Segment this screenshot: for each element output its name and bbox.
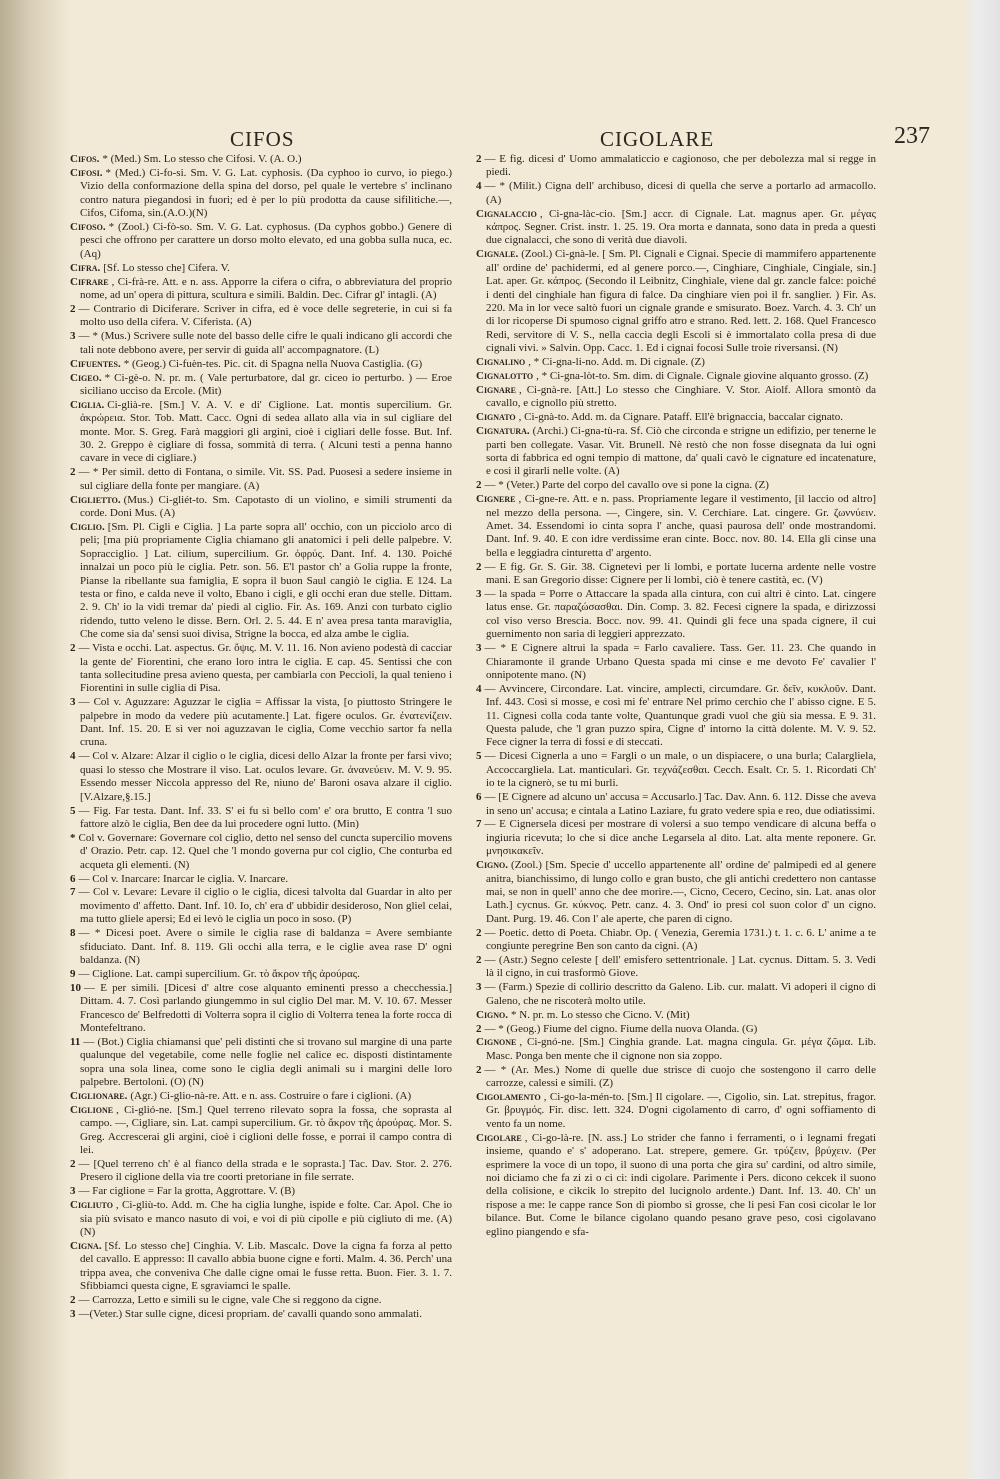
entry-text: , Ci-gliù-to. Add. m. Che ha ciglia lunghe, ispide e folte. Car. Apol. Che io sia più svisato e manco nasuto di voi, e voi di più cipolle e più cigliuto di me. (A) (N) xyxy=(80,1199,452,1239)
entry-text: * (Med.) Ci-fo-si. Sm. V. G. Lat. cyphosis. (Da cyphoo io curvo, io piego.) Vizio della conformazione della spina del dorso, pel quale le vertebre s' inclinano contro natura piegandosi in fuori; ed è per lo più prodotta da cause sifilitiche.—, Cifos, Cifoma, sin.(A.O.)(N) xyxy=(80,166,452,220)
entry-headword: 2 xyxy=(476,926,482,939)
dictionary-entry xyxy=(70,1036,452,1090)
entry-text: — Ciglione. Lat. campi supercilium. Gr. τὸ ἄκρον τῆς ἀρούρας. xyxy=(78,967,360,980)
entry-text: — Avvincere, Circondare. Lat. vincire, amplecti, circumdare. Gr. δεῖν, κυκλοῦν. Dant. Inf. 443. Così si mosse, e così mi fe' entrare Nel primo cerchio che l' abisso cigne. E 5. 11. Cignesi colla coda tante volte, Quantunque gradi vuol che giù sia messa. E 9. 31. Questa palude, che 'l gran puzzo spira, Cigne d' intorno la città dolente. M. V. 9. 52. Fece cigner la terra di fossi e di steccati. xyxy=(484,682,876,749)
entry-text: — * E Cignere altrui la spada = Farlo cavaliere. Tass. Ger. 11. 23. Che quando in Chiaramonte il grande Urbano Questa spada mi cinse e me devoto Fe' cavalier l' onnipotente mano. (N) xyxy=(484,642,876,681)
entry-text: — Col v. Aguzzare: Aguzzar le ciglia = Affissar la vista, [o piuttosto Stringere le palpebre in modo da vedere più acutamente.] Lat. figere oculos. Gr. ἐνατενίζειν. Dant. Inf. 15. 20. E sì ver noi aguzzavan le ciglia, Come vecchio sartor fa nella cruna. xyxy=(78,696,452,749)
entry-headword: Cignato xyxy=(476,411,516,424)
dictionary-entry xyxy=(476,153,876,180)
entry-headword: 10 xyxy=(70,981,81,994)
dictionary-entry xyxy=(476,208,876,248)
dictionary-entry xyxy=(70,399,452,466)
dictionary-entry xyxy=(476,588,876,642)
entry-headword: Cigno. xyxy=(476,859,509,872)
entry-headword: Cignatura. xyxy=(476,425,530,438)
entry-text: — E per simili. [Dicesi d' altre cose alquanto eminenti presso a checchessia.] Dittam. 4. 7. Così parlando giungemmo in sul ciglio Del mar. M. V. 10. 67. Messer Francesco de' Belfredotti di Volterra sopra il ciglio di Volterra tenea la forte rocca di Montefeltrano. xyxy=(80,981,452,1034)
entry-text: — (Bot.) Ciglia chiamansi que' peli distinti che si trovano sul margine di una parte qualunque del vegetabile, come nelle foglie nel calice ec. disposti distintamente sopra una sola linea, come sono le ciglia degli animali su i margini delle loro palpebre. Bertoloni. (O) (N) xyxy=(80,1035,452,1089)
entry-text: Ci-glià-re. [Sm.] V. A. V. e di' Ciglione. Lat. montis supercilium. Gr. ἀκρώρεια. Stor. Tob. Matt. Cacc. Ogni di sedea allato alla via in sul cigliare del monte. Mor. S. Greg. Farà maggiori gli argini, cioè i cigliari delle fosse. But. Inf. 30. 2. Greppo è cigliare di fossa, sommità di terra. ( Alcuni testi a penna hanno cavare in vece di cigliare.) xyxy=(80,398,452,465)
entry-headword: 11 xyxy=(70,1035,81,1048)
entry-text: — Fig. Far testa. Dant. Inf. 33. S' ei fu sì bello com' e' ora brutto, E contra 'l suo fattore alzò le ciglia, Ben dee da lui procedere ogni lutto. (Min) xyxy=(78,804,452,830)
dictionary-entry xyxy=(476,818,876,858)
entry-headword: 2 xyxy=(476,1063,482,1076)
entry-headword: 5 xyxy=(70,804,76,817)
entry-headword: Cifos. xyxy=(70,153,100,165)
entry-text: , Ci-frà-re. Att. e n. ass. Apporre la cifera o cifra, o abbreviatura del proprio nome, ad un' opera di pittura, scultura e simili. Baldin. Dec. Cifrar gl' intagli. (A) xyxy=(80,275,452,302)
entry-text: — * (Mus.) Scrivere sulle note del basso delle cifre le quali indicano gli accordi che tali note debbono avere, per servir di guida all' accompagnatore. (L) xyxy=(78,330,452,356)
entry-headword: Cigolare xyxy=(476,1131,522,1144)
entry-text: , Ci-gnó-ne. [Sm.] Cinghia grande. Lat. magna cingula. Gr. μέγα ζῶμα. Lib. Masc. Ponga ben mente che il cignone non sia zoppo. xyxy=(486,1036,876,1062)
entry-headword: Cignale. xyxy=(476,248,519,261)
entry-text: — [E Cignere ad alcuno un' accusa = Accusarlo.] Tac. Dav. Ann. 6. 112. Disse che aveva in seno un' accusa; e cintala a Latino Laziare, fu grato vedere spia e reo, due odiatissimi. xyxy=(484,791,876,817)
dictionary-entry xyxy=(70,221,452,261)
dictionary-entry xyxy=(70,153,452,166)
dictionary-entry xyxy=(70,494,452,521)
entry-headword: 3 xyxy=(70,1308,76,1321)
dictionary-entry xyxy=(70,968,452,981)
entry-headword: 3 xyxy=(70,1185,76,1198)
dictionary-entry xyxy=(70,1199,452,1239)
entry-text: (Mus.) Ci-gliét-to. Sm. Capotasto di un violino, e simili strumenti da corde. Doni Mus. (A) xyxy=(80,493,452,520)
entry-headword: 2 xyxy=(476,560,482,573)
dictionary-entry xyxy=(70,303,452,330)
entry-headword: Ciglione xyxy=(70,1103,114,1116)
entry-text: — (Farm.) Spezie di collirio descritto da Galeno. Lib. cur. malatt. Vi adoperi il cigno di Galeno, che ne riscoterà molto utile. xyxy=(484,981,876,1007)
entry-headword: 6 xyxy=(70,872,76,885)
entry-headword: Ciglionare. xyxy=(70,1090,128,1103)
page-edge xyxy=(962,0,1000,1479)
entry-headword: 6 xyxy=(476,791,482,804)
entry-headword: 2 xyxy=(476,953,482,966)
dictionary-entry xyxy=(476,859,876,926)
entry-headword: Cigna. xyxy=(70,1240,102,1252)
entry-text: [Sf. Lo stesso che] Cinghia. V. Lib. Mascalc. Dove la cigna fa forza al petto del cavallo. E appresso: Il cavallo abbia buone cigne e forti. Malm. 4. 36. Perch' una trippa avea, che conveniva Che dalle cigne omai le fusse retta. Buon. Fier. 3. 1. 7. Sfibbiamci questa cigne, E sgraviamci le spalle. xyxy=(80,1240,452,1293)
left-running-head: CIFOS xyxy=(230,127,295,151)
dictionary-entry xyxy=(70,696,452,750)
dictionary-entry xyxy=(476,954,876,981)
dictionary-entry xyxy=(70,372,452,399)
dictionary-entry xyxy=(70,521,452,642)
dictionary-entry xyxy=(70,873,452,886)
dictionary-entry xyxy=(70,262,452,275)
entry-text: (Zool.) [Sm. Specie d' uccello appartenente all' ordine de' palmipedi ed al genere anitra, bianchissimo, di lungo collo e gran busto, che gli antichi credettero non cantasse mai, se non in quell' anno che dee morire.—, Cicno, Cecero, Cecino, sin. Lat. anas olor Lath.] cycnus. Gr. κύκνος. Petr. canz. 4. 3. Ond' io presi col suon color d' un cigno. Dant. Purg. 19. 46. Con l' ale aperte, che paren di cigno. xyxy=(486,859,876,925)
dictionary-entry xyxy=(70,805,452,832)
dictionary-entry xyxy=(476,425,876,479)
entry-text: — * Dicesi poet. Avere o simile le ciglia rase di baldanza = Avere sembiante sfiduciato. Dant. Inf. 8. 119. Gli occhi alla terra, e le ciglie avea rase D' ogni baldanza. (N) xyxy=(78,927,452,966)
dictionary-entry xyxy=(70,1294,452,1307)
entry-headword: 7 xyxy=(476,818,482,831)
dictionary-entry xyxy=(70,1158,452,1185)
entry-text: — Col v. Levare: Levare il ciglio o le ciglia, dicesi talvolta dal Guardar in alto per movimento d' affetto. Dant. Inf. 10. Io, ch' era d' ubbidir desideroso, Non gliel celai, ma tutto gliele apersi; Ed ei levò le ciglia un poco in soso. (P) xyxy=(78,886,452,926)
entry-headword: 2 xyxy=(476,1022,482,1035)
entry-headword: 9 xyxy=(70,967,76,980)
dictionary-entry xyxy=(70,466,452,493)
entry-headword: Cifosi. xyxy=(70,166,103,179)
dictionary-entry xyxy=(70,1104,452,1158)
entry-text: — * (Geog.) Fiume del cigno. Fiume della nuova Olanda. (G) xyxy=(484,1022,758,1035)
entry-headword: Cigeo. xyxy=(70,371,102,384)
dictionary-entry xyxy=(476,561,876,588)
dictionary-entry xyxy=(70,330,452,357)
entry-text: , Ci-go-là-re. [N. ass.] Lo strider che fanno i ferramenti, o i legnami fregati insieme, quando e' s' adoperano. Lat. strepere, gemere. Gr. τρύζειν, βρύχειν. (Per esprimere la voce di un topo, il suono di una porta che gira su' cardini, od altro simile, noi diciamo che fa zi zi o ci ci: indi cigolare. Parimente i Pers. dicono cekcek il suono della colisione, e cikcik lo strepito del lucignolo ardente.) Dant. Inf. 13. 40. Ch' un rispose a me: le cappe rance Son di piombo sì grosse, che li pesi Fan così cicolar le lor bilance. But. Come le bilance cigolano quando pesano grave peso, così cigolavano eglino piangendo e sfa- xyxy=(486,1131,876,1238)
right-running-head: CIGOLARE xyxy=(600,127,715,151)
entry-headword: Cifuentes. xyxy=(70,357,121,370)
entry-headword: 7 xyxy=(70,886,76,899)
dictionary-entry xyxy=(476,1009,876,1022)
dictionary-entry xyxy=(476,1091,876,1131)
entry-headword: Cifrare xyxy=(70,275,109,288)
entry-text: — Far ciglione = Far la grotta, Aggrottare. V. (B) xyxy=(78,1185,296,1198)
entry-text: — * (Veter.) Parte del corpo del cavallo ove si pone la cigna. (Z) xyxy=(484,479,769,492)
entry-text: Col v. Governare: Governare col ciglio, detto nel senso del cuncta supercilio movens d' Orazio. Petr. cap. 12. Quel che 'l mondo governa pur col ciglio, Che conturba ed acqueta gli elementi. (N) xyxy=(78,831,452,871)
entry-text: * N. pr. m. Lo stesso che Cicno. V. (Mit) xyxy=(511,1008,690,1021)
entry-text: — Col v. Alzare: Alzar il ciglio o le ciglia, dicesi dello Alzar la fronte per farsi vivo; quasi lo stesso che Mostrare il viso. Lat. oculos levare. Gr. ἀνανεύειν. M. V. 9. 95. Essendo messer Niccola appresso del Re, niuno de' Baroni osava alzare il ciglio.[V.Alzare,§.15.] xyxy=(78,750,452,803)
entry-text: , Ci-go-la-mén-to. [Sm.] Il cigolare. —, Cigolio, sin. Lat. strepitus, fragor. Gr. βρυγμός. Fir. disc. lett. 324. D'ogni cigolamento di carro, d' ogni soffiamento di vento fa un nome. xyxy=(486,1091,876,1130)
entry-text: , * Ci-gna-lòt-to. Sm. dim. di Cignale. Cignale giovine alquanto grosso. (Z) xyxy=(536,370,869,382)
entry-headword: 3 xyxy=(476,642,482,655)
dictionary-entry xyxy=(476,356,876,369)
left-column xyxy=(70,153,452,1373)
entry-headword: Cignalaccio xyxy=(476,207,537,220)
entry-text: — E Cignersela dicesi per mostrare di volersi a suo tempo vendicare di alcuna beffa o ingiuria ricevuta; lo che si dice anche Legarsela al dito. Lat. alta mente reponere. Gr. μνησικακεῖν. xyxy=(484,818,876,858)
dictionary-entry xyxy=(476,927,876,954)
entry-text: (Agr.) Ci-glio-nà-re. Att. e n. ass. Costruire o fare i ciglioni. (A) xyxy=(130,1090,412,1103)
entry-headword: 2 xyxy=(70,1158,76,1171)
dictionary-entry xyxy=(70,832,452,872)
dictionary-entry xyxy=(476,1064,876,1091)
dictionary-entry xyxy=(476,479,876,492)
binding-gutter xyxy=(0,0,70,1479)
dictionary-entry xyxy=(70,276,452,303)
entry-headword: 2 xyxy=(70,642,76,655)
entry-text: , * Ci-gna-li-no. Add. m. Di cignale. (Z) xyxy=(528,356,705,369)
entry-text: * (Med.) Sm. Lo stesso che Cifosi. V. (A. O.) xyxy=(102,153,302,165)
dictionary-entry xyxy=(70,886,452,926)
entry-headword: 2 xyxy=(476,479,482,492)
entry-text: [Sf. Lo stesso che] Cifera. V. xyxy=(103,261,230,274)
entry-text: — * Per simil. detto di Fontana, o simile. Vit. SS. Pad. Puosesi a sedere insieme in sul cigliare della fonte per mangiare. (A) xyxy=(78,466,452,492)
entry-headword: 3 xyxy=(476,588,482,600)
entry-headword: 2 xyxy=(70,466,76,479)
entry-text: (Archi.) Ci-gna-tù-ra. Sf. Ciò che circonda e strigne un edifizio, per tenerne le parti ben collegate. Vasar. Vit. Brunell. Nè restò che non fosse disegnata da lui ogni sorta di fabbrica ed ogni tempio di mattone, da' quali cavò le cignature ed incatenature, e così il girarli nelle volte. (A) xyxy=(486,425,876,478)
dictionary-entry xyxy=(476,1036,876,1063)
dictionary-entry xyxy=(476,750,876,790)
dictionary-entry xyxy=(70,750,452,804)
dictionary-entry xyxy=(70,1240,452,1294)
entry-headword: Cifra. xyxy=(70,261,101,274)
entry-headword: 2 xyxy=(476,153,482,165)
entry-headword: 3 xyxy=(476,981,482,994)
entry-headword: 4 xyxy=(476,682,482,695)
page-number: 237 xyxy=(894,123,930,149)
dictionary-entry xyxy=(70,1308,452,1321)
entry-headword: 5 xyxy=(476,750,482,763)
entry-headword: 3 xyxy=(70,330,76,343)
entry-headword: Cigolamento xyxy=(476,1091,541,1104)
dictionary-entry xyxy=(476,384,876,411)
entry-text: — * (Milit.) Cigna dell' archibuso, dicesi di quella che serve a portarlo ad armacollo. (A) xyxy=(484,180,876,206)
dictionary-entry xyxy=(70,358,452,371)
right-column xyxy=(476,153,876,1403)
entry-text: * (Zool.) Ci-fò-so. Sm. V. G. Lat. cyphosus. (Da cyphos gobbo.) Genere di pesci che offrono per carattere un dorso molto elevato, ed una gobba sulla nuca, ec. (Aq) xyxy=(80,221,452,260)
entry-headword: 2 xyxy=(70,1294,76,1307)
entry-text: —(Veter.) Star sulle cigne, dicesi propriam. de' cavalli quando sono ammalati. xyxy=(78,1308,422,1321)
entry-text: , Ci-glió-ne. [Sm.] Quel terreno rilevato sopra la fossa, che soprasta al campo. —, Cigliare, sin. Lat. campi supercilium. Gr. τὸ ἄκρον τῆς ἀρούρας. Mor. S. Greg. Accrescerai gli argini, cioè i ciglioni delle fosse, e porrai il campo contra di lei. xyxy=(80,1103,452,1157)
entry-headword: 4 xyxy=(476,180,482,193)
dictionary-entry xyxy=(70,167,452,221)
entry-text: [Sm. Pl. Cigli e Ciglia. ] La parte sopra all' occhio, con un picciolo arco di peli; [ma più propriamente Ciglia chiamano gli anatomici i peli delle palpebre. V. Sopracciglio. ] Lat. cilium, supercilium. Gr. ὀφρύς. Dant. Inf. 4. 130. Poiché innalzai un poco più le ciglia. Petr. son. 56. E'l pastor ch' a Golia ruppe la fronte, Pianse la ribellante sua famiglia, E sopra il buon Saul cangiò le ciglia. E 124. La testa or fino, e calda neve il volto, Ebano i cigli, e gli occhi eran due stelle. Dittam. 2. 9. Ch' io la vidi tremar da' piedi al ciglio. Fir. As. 169. Anzi con turbato ciglio ridendo, tutto veleno le disse. Bern. Orl. 2. 5. 44. E n' avea presa tanta maraviglia, Che come sia da' sensi suoi divisa, Strigne la bocca, ed alza ambe le ciglia. xyxy=(80,520,452,641)
dictionary-entry xyxy=(476,248,876,355)
entry-text: — Dicesi Cignerla a uno = Fargli o un male, o un dispiacere, o una burla; Calargliela, Accoccargliela. Lat. manticulari. Gr. τεχνάζεσθαι. Cecch. Esalt. Cr. 5. 1. Ricordati Ch' io te la cignerò, se tu mi burli. xyxy=(484,750,876,790)
entry-text: — Carrozza, Letto e simili su le cigne, vale Che si reggono da cigne. xyxy=(78,1294,382,1307)
entry-headword: 2 xyxy=(70,302,76,315)
entry-headword: Ciglietto. xyxy=(70,493,121,506)
dictionary-entry xyxy=(476,411,876,424)
entry-text: , Ci-gna-làc-cio. [Sm.] accr. di Cignale. Lat. magnus aper. Gr. μέγας κάπρος. Segner. Crist. instr. 1. 25. 19. Ora morta e dannata, sono data in preda a questi due cignalacci, che sono di verità due diavoli. xyxy=(486,207,876,247)
entry-headword: Ciglio. xyxy=(70,520,105,533)
entry-text: — E fig. Gr. S. Gir. 38. Cignetevi per li lombi, e portate lucerna ardente nelle vostre mani. E san Gregorio disse: Cignere per li lombi, ciò è tenere castità, ec. (V) xyxy=(484,560,876,587)
entry-text: — Col v. Inarcare: Inarcar le ciglia. V. Inarcare. xyxy=(78,872,289,885)
entry-text: , Ci-gnà-to. Add. m. da Cignare. Pataff. Ell'è brignaccia, baccalar cignato. xyxy=(518,411,843,424)
entry-text: — Contrario di Diciferare. Scriver in cifra, ed è voce delle segreterie, in cui si fa molto uso della cifera. V. Ciferista. (A) xyxy=(78,302,452,329)
dictionary-entry xyxy=(476,791,876,818)
entry-headword: 3 xyxy=(70,696,76,709)
entry-text: — Vista e occhi. Lat. aspectus. Gr. ὄψις. M. V. 11. 16. Non avieno podestà di cacciar la gente de' Fiorentini, che erano loro intra le ciglia. E cap. 45. Sentissi che con tanta sollecitudine presa avieno questa, per cambiarla con Peccioli, la qual tenieno i Fiorentini in sulle ciglia di Pisa. xyxy=(78,642,452,695)
dictionary-entry xyxy=(476,180,876,207)
entry-text: (Zool.) Ci-gnà-le. [ Sm. Pl. Cignali e Cignai. Specie di mammifero appartenente all' ordine de' pachidermi, ed al genere porco.—, Cinghiare, Cinghiale, Cingiale, sin.] Lat. aper. Gr. κάπρος. (Secondo il Leibnitz, Cinghiale, viene dal gr. zancle falce: poiché i denti del cinghiale han figura di falce. Da cinghiare vien poi il fr. sanglier. ) Fir. As. 220. Ma in lor vece saltò fuori un cignale grande e smisurato. Boez. Varch. 4. 3. Ch' un di lor ricoperse Di spumoso cignal griffo atro e strano. Red. lett. 2. 168. Quel Francesco Redi, servitore di V. S., nella caccia degli Escoli si è immortalato colla presa di due cignali vivi. » Salvin. Opp. Cacc. 1. Ed i cignai focosi Sulle troie riversansi. (N) xyxy=(486,248,876,355)
entry-headword: Cigno. xyxy=(476,1008,509,1021)
dictionary-entry xyxy=(70,927,452,967)
entry-text: — Poetic. detto di Poeta. Chiabr. Op. ( Venezia, Geremia 1731.) t. 1. c. 6. L' anime a te congiunte peregrine Ben son canto da cigni. (A) xyxy=(484,926,876,953)
entry-headword: Cignare xyxy=(476,383,516,396)
entry-headword: Cignalotto xyxy=(476,370,534,382)
entry-text: * Ci-gè-o. N. pr. m. ( Vale perturbatore, dal gr. ciceo io perturbo. ) — Eroe siciliano ucciso da Ercole. (Mit) xyxy=(80,371,452,397)
entry-headword: Cignere xyxy=(476,493,516,506)
dictionary-entry xyxy=(476,642,876,682)
entry-text: — la spada = Porre o Attaccare la spada alla cintura, con cui altri è cinto. Lat. cingere latus ense. Gr. παραζώσασθαι. Din. Comp. 3. 82. Fecesi cignere la spada, e dirizzossi col viso verso Brescia. Bocc. nov. 99. 41. Quindi gli fece una spada cignere, il cui guernimento non saria di leggieri apprezzato. xyxy=(484,588,876,641)
entry-headword: * xyxy=(70,831,76,844)
entry-text: * (Geog.) Ci-fuèn-tes. Pic. cit. di Spagna nella Nuova Castiglia. (G) xyxy=(123,357,423,370)
entry-text: — (Astr.) Segno celeste [ dell' emisfero settentrionale. ] Lat. cycnus. Dittam. 5. 3. Vedi là il cigno, in cui trasformò Giove. xyxy=(484,953,876,980)
entry-headword: 8 xyxy=(70,927,76,940)
entry-headword: Cifoso. xyxy=(70,221,106,234)
entry-headword: Cignalino xyxy=(476,356,526,369)
dictionary-entry xyxy=(476,1023,876,1036)
entry-headword: Cigliuto xyxy=(70,1199,113,1212)
dictionary-entry xyxy=(476,683,876,750)
entry-headword: Cignone xyxy=(476,1036,517,1049)
entry-text: , Ci-gne-re. Att. e n. pass. Propriamente legare il vestimento, [il laccio od altro] nel mezzo della persona. —, Cingere, sin. V. Cerchiare. Lat. cingere. Gr. ζωννύειν. Amet. 34. Essendomi io cinta sopra l' anche, quasi paurosa dell' onde mostrandomi. Dant. Inf. 9. 40. E con idre verdissime eran cinte. Bocc. nov. 80. 14. Ella gli cinse una bella e leggiadra cinturetta d' argento. xyxy=(486,493,876,559)
entry-text: — * (Ar. Mes.) Nome di quelle due strisce di cuojo che sostengono il carro delle carrozze, calessi e simili. (Z) xyxy=(484,1063,876,1090)
dictionary-entry xyxy=(476,981,876,1008)
dictionary-entry xyxy=(70,1090,452,1103)
dictionary-entry xyxy=(70,982,452,1036)
dictionary-entry xyxy=(70,642,452,696)
entry-text: , Ci-gnà-re. [Att.] Lo stesso che Cinghiare. V. Stor. Aiolf. Allora smontò da cavallo, e cignollo più stretto. xyxy=(486,383,876,410)
dictionary-entry xyxy=(70,1185,452,1198)
entry-text: — [Quel terreno ch' è al fianco della strada e le soprasta.] Tac. Dav. Stor. 2. 276. Presero il ciglione della via tre coorti pretoriane in file serrate. xyxy=(78,1158,452,1184)
dictionary-entry xyxy=(476,493,876,560)
entry-text: — E fig. dicesi d' Uomo ammalaticcio e cagionoso, che per debolezza mal si regge in piedi. xyxy=(484,153,876,179)
entry-headword: 4 xyxy=(70,750,76,763)
dictionary-entry xyxy=(476,1132,876,1239)
entry-headword: Ciglia. xyxy=(70,398,105,411)
dictionary-entry xyxy=(476,370,876,383)
